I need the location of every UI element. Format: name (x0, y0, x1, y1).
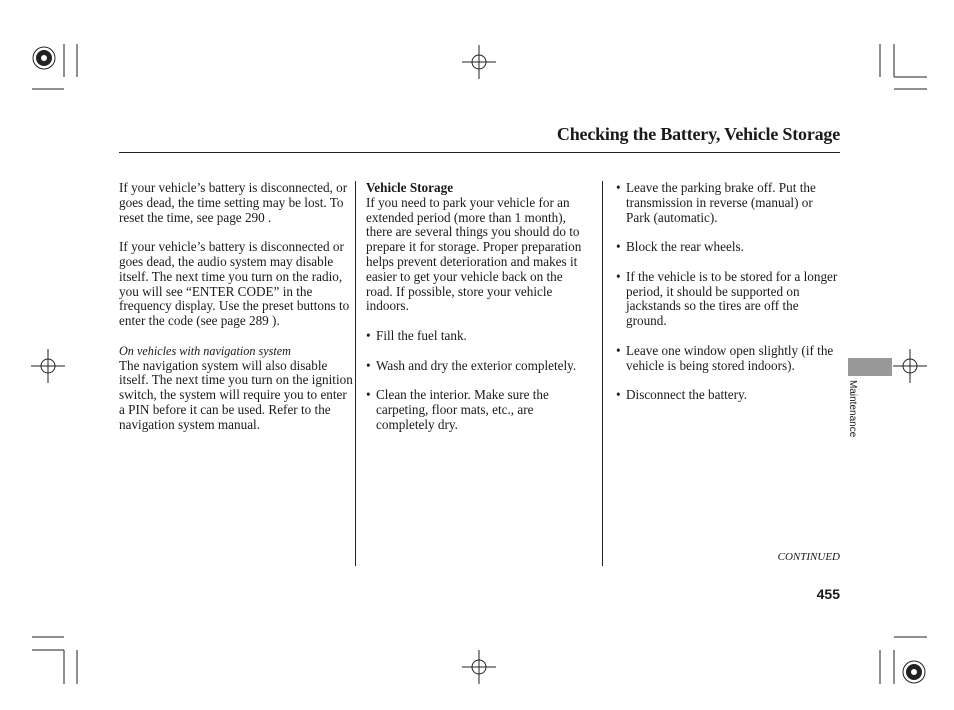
continued-label: CONTINUED (777, 551, 840, 563)
paragraph-clock-reset: If your vehicle’s battery is disconnected, or goes dead, the time setting may be lost. To reset the time, see page 290 . (119, 180, 348, 225)
list-item: • Fill the fuel tank. (366, 327, 467, 343)
registration-mark-icon (903, 661, 925, 683)
page-number: 455 (816, 586, 840, 602)
list-item: • Wash and dry the exterior completely. (366, 357, 577, 373)
page-title: Checking the Battery, Vehicle Storage (556, 124, 840, 144)
section-tab (848, 358, 892, 376)
list-item: • Leave the parking brake off. Put the transmission in reverse (manual) or Park (automatic). (616, 180, 816, 225)
paragraph-audio-code: If your vehicle’s battery is disconnected or goes dead, the audio system may disable itself. The next time you turn on the radio, you will see “ENTER CODE” in the frequency display. Use the preset buttons to enter the code (see page 289 ). (119, 239, 350, 329)
list-item: • Clean the interior. Make sure the carpeting, floor mats, etc., are completely dry. (366, 387, 549, 432)
column-divider (355, 181, 356, 566)
storage-intro: If you need to park your vehicle for an extended period (more than 1 month), there are several things you should do to prepare it for storage. Proper preparation helps prevent deterioration and makes it easier to get your vehicle back on the road. If possible, store your vehicle indoors. (366, 194, 582, 314)
column-divider (602, 181, 603, 566)
paragraph-navigation-pin: The navigation system will also disable itself. The next time you turn on the ignition switch, the system will require you to enter a PIN before it can be used. Refer to the navigation system manual. (119, 357, 353, 432)
column-storage-steps (616, 181, 840, 403)
section-label: Maintenance (847, 380, 858, 438)
title-rule (119, 152, 840, 153)
section-heading: Vehicle Storage (366, 180, 454, 195)
registration-mark-icon (33, 47, 55, 69)
list-item: • Disconnect the battery. (616, 387, 748, 403)
navigation-subheading: On vehicles with navigation system (119, 343, 291, 358)
column-vehicle-storage (366, 181, 592, 433)
list-item: • If the vehicle is to be stored for a longer period, it should be supported on jackstands so the tires are off the ground. (616, 268, 838, 329)
list-item: • Leave one window open slightly (if the vehicle is being stored indoors). (616, 342, 834, 373)
list-item: • Block the rear wheels. (616, 239, 744, 255)
column-battery (119, 181, 355, 433)
